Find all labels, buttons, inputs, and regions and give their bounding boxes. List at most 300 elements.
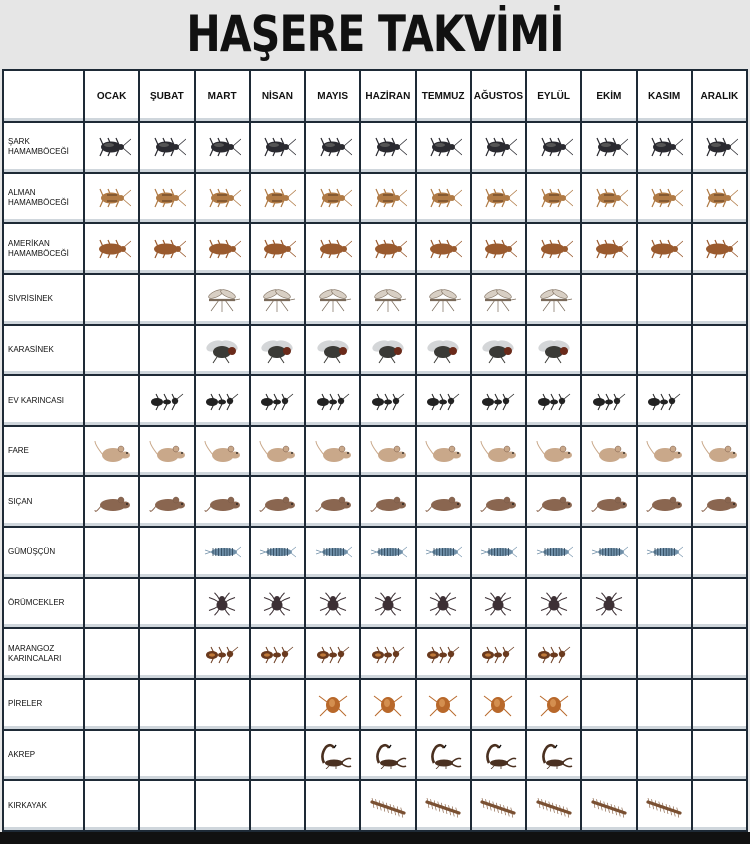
calendar-cell [361, 528, 414, 577]
mosquito-icon [258, 285, 296, 313]
american-cockroach-icon [424, 235, 462, 263]
calendar-cell [251, 528, 304, 577]
calendar-cell [472, 326, 525, 375]
table-corner [4, 71, 83, 121]
calendar-cell [638, 579, 691, 628]
month-header: MAYIS [306, 71, 359, 121]
calendar-cell [582, 528, 635, 577]
oriental-cockroach-icon [148, 133, 186, 161]
calendar-cell [140, 731, 193, 780]
month-header: AĞUSTOS [472, 71, 525, 121]
calendar-cell [140, 123, 193, 172]
rat-icon [148, 488, 186, 516]
mosquito-icon [203, 285, 241, 313]
calendar-cell [693, 629, 746, 678]
oriental-cockroach-icon [203, 133, 241, 161]
german-cockroach-icon [424, 184, 462, 212]
mouse-icon [590, 437, 628, 465]
bottom-bar [0, 832, 750, 844]
oriental-cockroach-icon [590, 133, 628, 161]
calendar-cell [196, 680, 249, 729]
rat-icon [314, 488, 352, 516]
calendar-cell [417, 123, 470, 172]
calendar-cell [140, 174, 193, 223]
calendar-cell [196, 477, 249, 526]
calendar-cell [196, 528, 249, 577]
calendar-cell [693, 579, 746, 628]
calendar-cell [582, 427, 635, 476]
pest-label: AMERİKAN HAMAMBÖCEĞİ [4, 224, 83, 273]
calendar-cell [472, 224, 525, 273]
centipede-icon [369, 792, 407, 820]
calendar-cell [472, 680, 525, 729]
calendar-cell [251, 224, 304, 273]
month-header: KASIM [638, 71, 691, 121]
centipede-icon [645, 792, 683, 820]
calendar-cell [638, 680, 691, 729]
calendar-cell [251, 123, 304, 172]
calendar-cell [638, 781, 691, 830]
calendar-cell [638, 629, 691, 678]
centipede-icon [479, 792, 517, 820]
scorpion-icon [535, 741, 573, 769]
calendar-cell [196, 781, 249, 830]
german-cockroach-icon [203, 184, 241, 212]
calendar-cell [472, 427, 525, 476]
calendar-cell [527, 174, 580, 223]
calendar-cell [472, 376, 525, 425]
calendar-cell [196, 427, 249, 476]
american-cockroach-icon [535, 235, 573, 263]
calendar-cell [140, 579, 193, 628]
housefly-icon [424, 336, 462, 364]
calendar-cell [693, 680, 746, 729]
calendar-cell [196, 174, 249, 223]
rat-icon [93, 488, 131, 516]
german-cockroach-icon [590, 184, 628, 212]
german-cockroach-icon [314, 184, 352, 212]
mouse-icon [645, 437, 683, 465]
calendar-cell [361, 629, 414, 678]
calendar-cell [251, 275, 304, 324]
calendar-cell [361, 326, 414, 375]
rat-icon [203, 488, 241, 516]
calendar-cell [527, 781, 580, 830]
pest-label: ÖRÜMCEKLER [4, 579, 83, 628]
pest-label: ALMAN HAMAMBÖCEĞİ [4, 174, 83, 223]
calendar-cell [417, 731, 470, 780]
calendar-cell [472, 579, 525, 628]
calendar-cell [196, 123, 249, 172]
mouse-icon [424, 437, 462, 465]
calendar-cell [140, 376, 193, 425]
calendar-cell [85, 275, 138, 324]
american-cockroach-icon [590, 235, 628, 263]
calendar-cell [85, 528, 138, 577]
spider-icon [258, 589, 296, 617]
flea-icon [479, 690, 517, 718]
german-cockroach-icon [479, 184, 517, 212]
calendar-cell [638, 275, 691, 324]
calendar-cell [638, 326, 691, 375]
calendar-cell [527, 224, 580, 273]
calendar-cell [251, 174, 304, 223]
calendar-cell [638, 427, 691, 476]
calendar-cell [196, 326, 249, 375]
calendar-cell [85, 123, 138, 172]
scorpion-icon [424, 741, 462, 769]
calendar-cell [417, 275, 470, 324]
american-cockroach-icon [479, 235, 517, 263]
spider-icon [590, 589, 628, 617]
calendar-cell [306, 477, 359, 526]
calendar-cell [582, 477, 635, 526]
german-cockroach-icon [535, 184, 573, 212]
calendar-cell [361, 579, 414, 628]
calendar-cell [85, 579, 138, 628]
silverfish-icon [314, 538, 352, 566]
carpenter-ant-icon [535, 640, 573, 668]
american-cockroach-icon [203, 235, 241, 263]
oriental-cockroach-icon [700, 133, 738, 161]
calendar-cell [85, 731, 138, 780]
calendar-cell [306, 629, 359, 678]
calendar-cell [527, 579, 580, 628]
calendar-cell [693, 528, 746, 577]
silverfish-icon [645, 538, 683, 566]
calendar-cell [527, 123, 580, 172]
oriental-cockroach-icon [645, 133, 683, 161]
calendar-cell [140, 680, 193, 729]
calendar-cell [140, 326, 193, 375]
american-cockroach-icon [314, 235, 352, 263]
oriental-cockroach-icon [314, 133, 352, 161]
calendar-cell [693, 123, 746, 172]
scorpion-icon [479, 741, 517, 769]
calendar-cell [85, 174, 138, 223]
calendar-cell [472, 528, 525, 577]
calendar-cell [140, 629, 193, 678]
page-title: HAŞERE TAKVİMİ [186, 5, 564, 63]
calendar-cell [417, 579, 470, 628]
flea-icon [535, 690, 573, 718]
oriental-cockroach-icon [369, 133, 407, 161]
ant-icon [424, 387, 462, 415]
rat-icon [369, 488, 407, 516]
calendar-cell [582, 731, 635, 780]
spider-icon [203, 589, 241, 617]
month-header: EKİM [582, 71, 635, 121]
calendar-cell [196, 224, 249, 273]
mouse-icon [700, 437, 738, 465]
mosquito-icon [369, 285, 407, 313]
mosquito-icon [535, 285, 573, 313]
calendar-cell [361, 224, 414, 273]
carpenter-ant-icon [479, 640, 517, 668]
pest-label: GÜMÜŞÇÜN [4, 528, 83, 577]
calendar-cell [472, 477, 525, 526]
mosquito-icon [479, 285, 517, 313]
calendar-cell [140, 477, 193, 526]
pest-label: KARASİNEK [4, 326, 83, 375]
calendar-cell [582, 224, 635, 273]
calendar-cell [693, 275, 746, 324]
ant-icon [258, 387, 296, 415]
centipede-icon [590, 792, 628, 820]
calendar-cell [417, 781, 470, 830]
pest-label: SİVRİSİNEK [4, 275, 83, 324]
ant-icon [203, 387, 241, 415]
spider-icon [479, 589, 517, 617]
pest-label: EV KARINCASI [4, 376, 83, 425]
mouse-icon [148, 437, 186, 465]
calendar-cell [582, 326, 635, 375]
silverfish-icon [369, 538, 407, 566]
housefly-icon [479, 336, 517, 364]
month-header: MART [196, 71, 249, 121]
calendar-cell [140, 427, 193, 476]
housefly-icon [258, 336, 296, 364]
calendar-cell [472, 123, 525, 172]
spider-icon [369, 589, 407, 617]
american-cockroach-icon [93, 235, 131, 263]
calendar-cell [196, 731, 249, 780]
calendar-cell [693, 781, 746, 830]
month-header: OCAK [85, 71, 138, 121]
calendar-cell [472, 275, 525, 324]
calendar-cell [85, 781, 138, 830]
calendar-cell [306, 326, 359, 375]
pest-label: MARANGOZ KARINCALARI [4, 629, 83, 678]
ant-icon [535, 387, 573, 415]
silverfish-icon [424, 538, 462, 566]
housefly-icon [314, 336, 352, 364]
oriental-cockroach-icon [535, 133, 573, 161]
calendar-cell [417, 528, 470, 577]
ant-icon [314, 387, 352, 415]
calendar-cell [582, 275, 635, 324]
calendar-cell [693, 326, 746, 375]
calendar-cell [417, 427, 470, 476]
calendar-cell [196, 629, 249, 678]
ant-icon [479, 387, 517, 415]
ant-icon [369, 387, 407, 415]
calendar-cell [140, 275, 193, 324]
calendar-cell [196, 579, 249, 628]
centipede-icon [535, 792, 573, 820]
calendar-cell [361, 275, 414, 324]
calendar-cell [527, 680, 580, 729]
rat-icon [590, 488, 628, 516]
flea-icon [424, 690, 462, 718]
pest-label: KIRKAYAK [4, 781, 83, 830]
calendar-cell [306, 731, 359, 780]
month-header: ŞUBAT [140, 71, 193, 121]
calendar-cell [251, 427, 304, 476]
silverfish-icon [535, 538, 573, 566]
centipede-icon [424, 792, 462, 820]
american-cockroach-icon [148, 235, 186, 263]
calendar-cell [638, 477, 691, 526]
calendar-cell [472, 629, 525, 678]
scorpion-icon [314, 741, 352, 769]
calendar-cell [417, 326, 470, 375]
calendar-cell [693, 376, 746, 425]
calendar-cell [361, 477, 414, 526]
pest-calendar-table [2, 69, 748, 832]
calendar-cell [527, 731, 580, 780]
month-header: ARALIK [693, 71, 746, 121]
calendar-cell [306, 123, 359, 172]
oriental-cockroach-icon [479, 133, 517, 161]
silverfish-icon [258, 538, 296, 566]
calendar-cell [693, 224, 746, 273]
calendar-cell [472, 781, 525, 830]
month-header: HAZİRAN [361, 71, 414, 121]
calendar-cell [306, 224, 359, 273]
oriental-cockroach-icon [424, 133, 462, 161]
german-cockroach-icon [258, 184, 296, 212]
pest-label: FARE [4, 427, 83, 476]
calendar-cell [417, 376, 470, 425]
calendar-cell [251, 731, 304, 780]
spider-icon [424, 589, 462, 617]
calendar-cell [361, 731, 414, 780]
calendar-cell [140, 781, 193, 830]
german-cockroach-icon [645, 184, 683, 212]
calendar-cell [306, 579, 359, 628]
calendar-cell [527, 275, 580, 324]
calendar-cell [306, 680, 359, 729]
calendar-cell [527, 376, 580, 425]
calendar-cell [85, 477, 138, 526]
calendar-cell [306, 376, 359, 425]
calendar-cell [251, 579, 304, 628]
mouse-icon [258, 437, 296, 465]
mosquito-icon [424, 285, 462, 313]
calendar-cell [638, 528, 691, 577]
silverfish-icon [479, 538, 517, 566]
calendar-cell [251, 680, 304, 729]
housefly-icon [203, 336, 241, 364]
ant-icon [645, 387, 683, 415]
month-header: EYLÜL [527, 71, 580, 121]
calendar-cell [638, 224, 691, 273]
ant-icon [590, 387, 628, 415]
calendar-cell [85, 680, 138, 729]
calendar-cell [527, 427, 580, 476]
calendar-cell [527, 326, 580, 375]
oriental-cockroach-icon [258, 133, 296, 161]
calendar-cell [306, 275, 359, 324]
calendar-cell [638, 376, 691, 425]
calendar-cell [693, 731, 746, 780]
calendar-cell [582, 579, 635, 628]
rat-icon [645, 488, 683, 516]
american-cockroach-icon [258, 235, 296, 263]
calendar-cell [361, 427, 414, 476]
calendar-cell [85, 224, 138, 273]
pest-label: AKREP [4, 731, 83, 780]
rat-icon [424, 488, 462, 516]
spider-icon [535, 589, 573, 617]
calendar-cell [527, 629, 580, 678]
calendar-cell [251, 629, 304, 678]
calendar-cell [251, 477, 304, 526]
calendar-cell [693, 174, 746, 223]
calendar-cell [417, 477, 470, 526]
mouse-icon [369, 437, 407, 465]
calendar-cell [85, 427, 138, 476]
german-cockroach-icon [700, 184, 738, 212]
flea-icon [369, 690, 407, 718]
calendar-cell [85, 629, 138, 678]
scorpion-icon [369, 741, 407, 769]
calendar-cell [638, 731, 691, 780]
calendar-cell [361, 781, 414, 830]
pest-label: PİRELER [4, 680, 83, 729]
calendar-cell [582, 680, 635, 729]
calendar-cell [582, 123, 635, 172]
carpenter-ant-icon [424, 640, 462, 668]
mouse-icon [535, 437, 573, 465]
mouse-icon [203, 437, 241, 465]
german-cockroach-icon [369, 184, 407, 212]
calendar-cell [361, 123, 414, 172]
calendar-cell [306, 781, 359, 830]
spider-icon [314, 589, 352, 617]
mouse-icon [479, 437, 517, 465]
calendar-cell [582, 629, 635, 678]
calendar-cell [417, 629, 470, 678]
calendar-cell [417, 174, 470, 223]
calendar-cell [527, 477, 580, 526]
flea-icon [314, 690, 352, 718]
calendar-cell [582, 376, 635, 425]
housefly-icon [535, 336, 573, 364]
month-header: NİSAN [251, 71, 304, 121]
calendar-cell [251, 326, 304, 375]
mouse-icon [314, 437, 352, 465]
calendar-cell [85, 326, 138, 375]
calendar-cell [417, 224, 470, 273]
oriental-cockroach-icon [93, 133, 131, 161]
carpenter-ant-icon [203, 640, 241, 668]
calendar-cell [140, 528, 193, 577]
calendar-cell [306, 427, 359, 476]
calendar-cell [251, 376, 304, 425]
calendar-cell [582, 174, 635, 223]
calendar-cell [472, 174, 525, 223]
american-cockroach-icon [700, 235, 738, 263]
carpenter-ant-icon [369, 640, 407, 668]
month-header: TEMMUZ [417, 71, 470, 121]
pest-label: SIÇAN [4, 477, 83, 526]
rat-icon [479, 488, 517, 516]
rat-icon [535, 488, 573, 516]
german-cockroach-icon [148, 184, 186, 212]
german-cockroach-icon [93, 184, 131, 212]
calendar-cell [638, 174, 691, 223]
silverfish-icon [590, 538, 628, 566]
silverfish-icon [203, 538, 241, 566]
mouse-icon [93, 437, 131, 465]
calendar-cell [361, 376, 414, 425]
calendar-cell [693, 477, 746, 526]
mosquito-icon [314, 285, 352, 313]
calendar-cell [361, 174, 414, 223]
calendar-cell [306, 528, 359, 577]
